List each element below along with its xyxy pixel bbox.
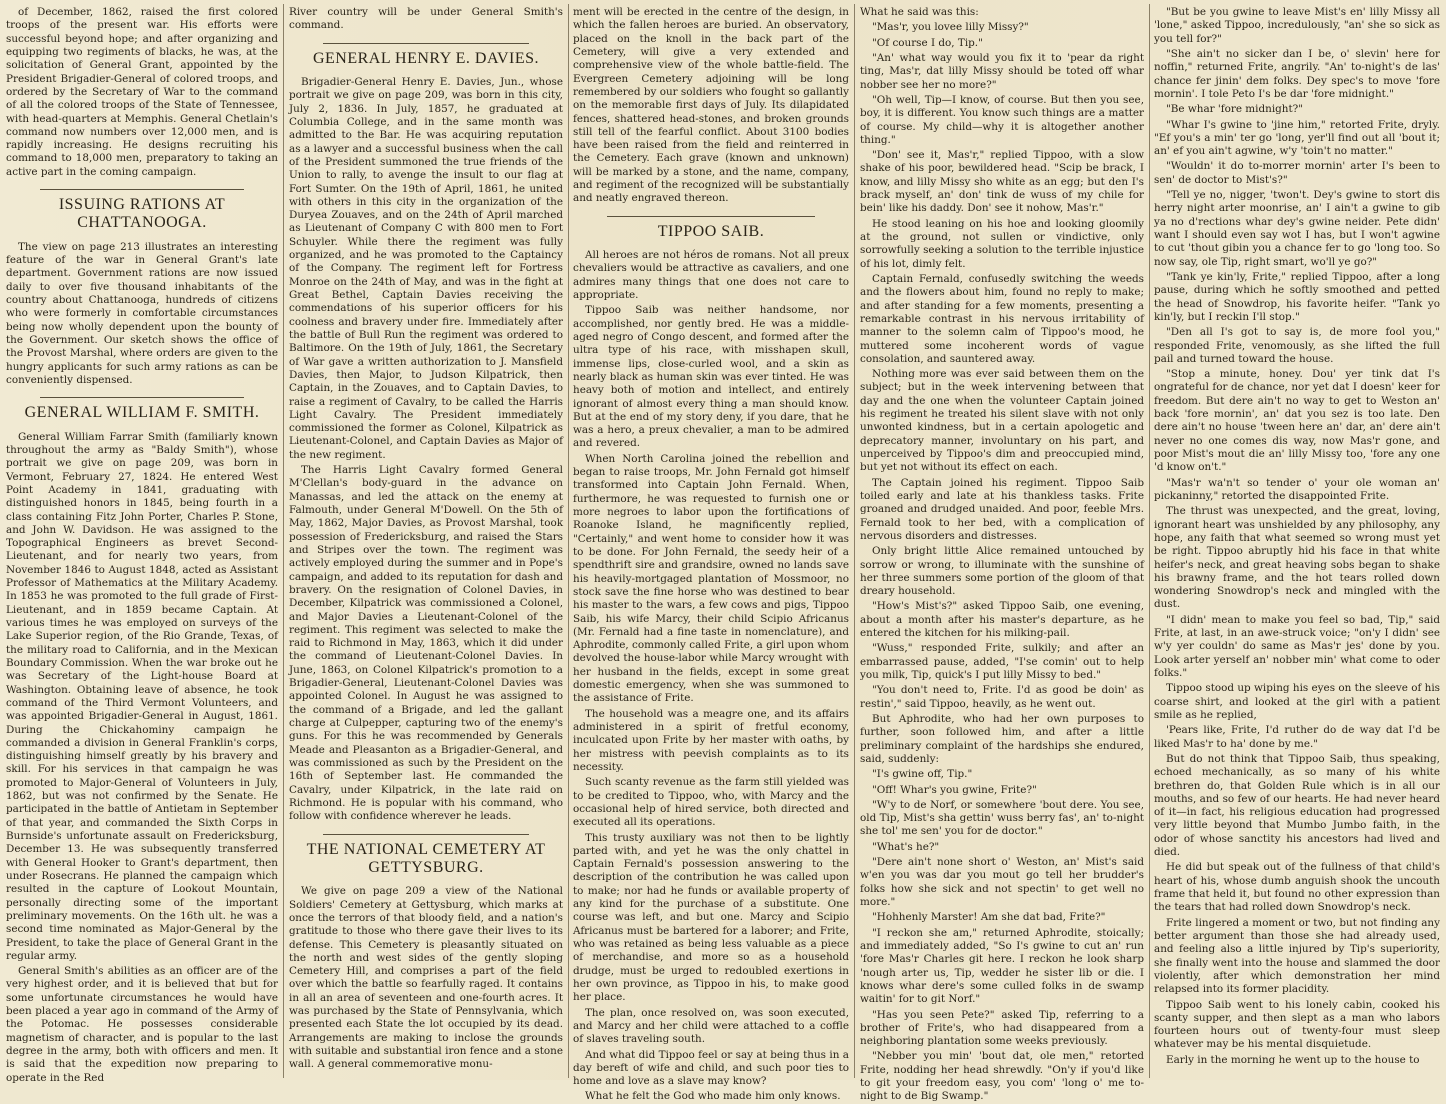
paragraph: Only bright little Alice remained untouched by sorrow or wrong, to illuminate with the sunshine of her three summers some portion of the gloom of that dreary household.	[860, 545, 1144, 598]
paragraph: What he said was this:	[860, 6, 979, 18]
paragraph: This trusty auxiliary was not then to be lightly parted with, and yet he was the only chattel in Captain Fernald's possession answering to the description of the contribution he was called upon to make; nor had he funds or available property of any kind for the purchase of a substitute. One course was left, and but one. Marcy and Scipio Africanus must be bartered for a laborer; and Frite, who was retained as being less valuable as a piece of merchandise, and more so as a household drudge, must be urged to redoubled exertions in her own province, as Tippoo in his, to make good her place.	[573, 831, 849, 1004]
column-rule	[854, 4, 855, 1078]
paragraph: "What's he?"	[872, 840, 940, 853]
section-divider	[607, 216, 815, 217]
paragraph: And what did Tippoo feel or say at being thus in a day bereft of wife and child, and such poor ties to home and love as a slave may know?	[573, 1048, 849, 1088]
section-divider	[40, 189, 244, 190]
section-divider	[323, 43, 529, 44]
paragraph: General William Farrar Smith (familiarly known throughout the army as "Baldy Smith"), whose portrait we give on page 209, was born in Vermont, February 27, 1824. He entered West Point Academy in 1841, graduating with distinguished honors in 1845, being fourth in a class containing Fitz John Porter, Charles P. Stone, and John W. Davidson. He was assigned to the Topographical Engineers as brevet Second-Lieutenant, and for nearly two years, from November 1846 to August 1848, acted as Assistant Professor of Mathematics at the Military Academy. In 1853 he was promoted to the full grade of First-Lieutenant, and in 1859 became Captain. At various times he was employed on surveys of the Lake Superior region, of the Rio Grande, Texas, of the military road to California, and in the Mexican Boundary Commission. When the war broke out he was Secretary of the Light-house Board at Washington. Obtaining leave of absence, he took command of the Third Vermont Volunteers, and was appointed Brigadier-General in August, 1861. During the Chickahominy campaign he commanded a division in General Franklin's corps, distinguishing himself greatly by his bravery and skill. For his services in that campaign he was promoted to Major-General of Volunteers in July, 1862, but was not confirmed by the Senate. He participated in the battle of Antietam in September of that year, and commanded the Sixth Corps in Burnside's unfortunate assault on Fredericksburg, December 13. He was subsequently transferred with General Hooker to Grant's department, then under Rosecrans. He planned the campaign which resulted in the capture of Lookout Mountain, personally directing some of the important preliminary movements. On the 16th ult. he was a second time nominated as Major-General by the President, to take the place of General Grant in the regular army.	[6, 430, 278, 962]
column-1	[6, 6, 278, 1084]
column-5	[1154, 6, 1440, 1076]
paragraph: What he felt the God who made him only knows.	[585, 1090, 841, 1103]
paragraph: The household was a meagre one, and its affairs administered in a spirit of fretful economy, inculcated upon Frite by her master with oaths, by her mistress with peevish complaints as to its necessity.	[573, 707, 849, 773]
paragraph: "How's Mist's?" asked Tippoo Saib, one evening, about a month after his master's departure, as he entered the kitchen for his milking-pail.	[860, 600, 1144, 640]
paragraph: "I's gwine off, Tip."	[872, 768, 973, 781]
paragraph: "Tank ye kin'ly, Frite," replied Tippoo, after a long pause, during which he softly smoothed and petted the head of Snowdrop, his favorite heifer. "Tank yo kin'ly, but I reckin I'll stop."	[1154, 270, 1440, 323]
article-headline: ISSUING RATIONS AT CHATTANOOGA.	[58, 196, 226, 232]
paragraph: "She ain't no sicker dan I be, o' slevin' here for noffin," returned Frite, angrily. "An' to-night's de las' chance fer jinin' dem folks. Dey spec's to move 'fore mornin'. I tole Peto I's be dar 'fore midnight."	[1154, 47, 1440, 100]
paragraph: "Mas'r wa'n't so tender o' your ole woman an' pickaninny," retorted the disappointed Frite.	[1154, 476, 1440, 502]
column-3	[573, 6, 849, 1103]
paragraph: "Oh well, Tip—I know, of course. But then you see, boy, it is different. You know such things are a matter of course. My child—why it is altogether another thing."	[860, 93, 1144, 146]
column-rule	[283, 4, 284, 1078]
paragraph: Tippoo Saib was neither handsome, nor accomplished, nor gently bred. He was a middle-aged negro of Congo descent, and formed after the ultra type of his race, with misshapen skull, immense lips, close-curled wool, and a skin as nearly black as human skin was ever tinted. He was heavy both of motion and intellect, and entirely ignorant of almost every thing a man should know. But at the end of my story deny, if you dare, that he was a hero, a preux chevalier, a man to be admired and revered.	[573, 304, 849, 450]
paragraph: Early in the morning he went up to the house to	[1166, 1053, 1420, 1066]
paragraph: 'Pears like, Frite, I'd ruther do de way dat I'd be liked Mas'r to ha' done by me."	[1154, 724, 1440, 750]
paragraph: The Harris Light Cavalry formed General M'Clellan's body-guard in the advance on Manassas, and led the attack on the enemy at Falmouth, under General M'Dowell. On the 5th of May, 1862, Major Davies, as Provost Marshal, took possession of Fredericksburg, and raised the Stars and Stripes over the town. The regiment was actively employed during the summer and in Pope's campaign, and added to its reputation for dash and bravery. On the resignation of Colonel Davies, in December, Kilpatrick was commissioned a Colonel, and Major Davies a Lieutenant-Colonel of the regiment. This regiment was selected to make the raid to Richmond in May, 1863, which it did under the command of Lieutenant-Colonel Davies. In June, 1863, on Colonel Kilpatrick's promotion to a Brigadier-General, Lieutenant-Colonel Davies was appointed Colonel. In August he was assigned to the command of a Brigade, and led the gallant charge at Culpepper, capturing two of the enemy's guns. For this he was recommended by Generals Meade and Pleasanton as a Brigadier-General, and was commissioned as such by the President on the 16th of September last. He commanded the Cavalry, under Kilpatrick, in the late raid on Richmond. He is popular with his command, who follow with confidence wherever he leads.	[289, 464, 563, 823]
paragraph: The plan, once resolved on, was soon executed, and Marcy and her child were attached to a coffle of slaves traveling south.	[573, 1006, 849, 1046]
paragraph: "I didn' mean to make you feel so bad, Tip," said Frite, at last, in an awe-struck voice; "on'y I didn' see w'y yer couldn' do same as Mas'r jes' done by you. Look arter yerself an' nobber min' what come to oder folks."	[1154, 613, 1440, 679]
paragraph: He stood leaning on his hoe and looking gloomily at the ground, not sullen or vindictive, only sorrowfully seeking a solution to the terrible injustice of his lot, dimly felt.	[860, 217, 1144, 270]
paragraph: Nothing more was ever said between them on the subject; but in the week intervening between that day and the one when the volunteer Captain joined his regiment he treated his silent slave with not only unwonted kindness, but in a certain apologetic and deprecatory manner, involuntary on his part, and unperceived by Tippoo's dim and preoccupied mind, but yet not without its effect on each.	[860, 368, 1144, 474]
paragraph: of December, 1862, raised the first colored troops of the present war. His efforts were successful beyond hope; and after organizing and equipping two regiments of blacks, he was, at the solicitation of General Grant, appointed by the President Brigadier-General of colored troops, and ordered by the Secretary of War to the command of all the colored troops of the State of Tennessee, with head-quarters at Memphis. General Chetlain's command now numbers over 12,000 men, and is rapidly increasing. He designs recruiting his command to 18,000 men, preparatory to taking an active part in the coming campaign.	[6, 6, 278, 178]
paragraph: "I reckon she am," returned Aphrodite, stoically; and immediately added, "So I's gwine to cut an' run 'fore Mas'r Charles git here. I reckon he look sharp 'nough arter us, Tip, wedder he sister lib or die. I knows whar dere's some culled folks in de swamp waitin' for to git Norf."	[860, 926, 1144, 1006]
column-rule	[1149, 4, 1150, 1078]
paragraph: General Smith's abilities as an officer are of the very highest order, and it is believed that but for some unfortunate circumstances he would have been placed a year ago in command of the Army of the Potomac. He possesses considerable magnetism of character, and is popular to the last degree in the army, both with officers and men. It is said that the expedition now preparing to operate in the Red	[6, 965, 278, 1084]
paragraph: ment will be erected in the centre of the design, in which the fallen heroes are buried. An observatory, placed on the knoll in the back part of the Cemetery, will give a very extended and comprehensive view of the whole battle-field. The Evergreen Cemetery adjoining will be long remembered by our soldiers who fought so gallantly on the memorable first days of July. Its dilapidated fences, shattered head-stones, and broken grounds still tell of the fearful conflict. About 3100 bodies have been raised from the field and reinterred in the Cemetery. Each grave (known and unknown) will be marked by a stone, and the name, company, and regiment of the recognized will be substantially and neatly engraved thereon.	[573, 6, 849, 205]
paragraph: "Wouldn' it do to-morrer mornin' arter I's been to sen' de doctor to Mist's?"	[1154, 160, 1440, 186]
paragraph: Tippoo Saib went to his lonely cabin, cooked his scanty supper, and then slept as a man who labors fourteen hours out of twenty-four must sleep whatever may be his mental disquietude.	[1154, 998, 1440, 1051]
paragraph: "Stop a minute, honey. Dou' yer tink dat I's ongrateful for de chance, nor yet dat I doesn' keer for freedom. But dere ain't no way to get to Weston an' back 'fore mornin', an' dat you sez is too late. Den dere ain't no house 'tween here an' dar, an' dere ain't never no one comes dis way, now Mas'r gone, and poor Mist's mout die an' lilly Missy too, 'fore any one 'd know on't."	[1154, 368, 1440, 474]
paragraph: "Be whar 'fore midnight?"	[1166, 103, 1304, 116]
paragraph: "Dere ain't none short o' Weston, an' Mist's said w'en you was dar you mout go tell her brudder's folks how she sick and not spectin' to get well no more."	[860, 856, 1144, 908]
paragraph: When North Carolina joined the rebellion and began to raise troops, Mr. John Fernald got himself transformed into Captain John Fernald. When, furthermore, he was requested to furnish one or more negroes to labor upon the fortifications of Roanoke Island, he magnificently replied, "Certainly," and went home to consider how it was to be done. For John Fernald, the seedy heir of a spendthrift sire and grandsire, owned no lands save his heavily-mortgaged plantation of Mossmoor, no stock save the fine horse who was destined to bear his master to the wars, a few cows and pigs, Tippoo Saib, his wife Marcy, their child Scipio Africanus (Mr. Fernald had a fine taste in nomenclature), and Aphrodite, commonly called Frite, a girl upon whom devolved the house-labor while Marcy wrought with her husband in the fields, except in some great domestic emergency, when she was summoned to the assistance of Frite.	[573, 452, 849, 705]
article-headline: GENERAL HENRY E. DAVIES.	[312, 49, 540, 67]
paragraph: The view on page 213 illustrates an interesting feature of the war in General Grant's late department. Government rations are now issued daily to over five thousand inhabitants of the country about Chattanooga, hundreds of citizens who were formerly in comfortable circumstances being now wholly dependent upon the bounty of the Government. Our sketch shows the office of the Provost Marshal, where orders are given to the hungry applicants for such army rations as can be conveniently dispensed.	[6, 240, 278, 386]
paragraph: "Nebber you min' 'bout dat, ole men," retorted Frite, nodding her head shrewdly. "On'y if you'd like to git your freedom easy, you com' 'long o' me to-night to de Big Swamp."	[860, 1050, 1144, 1103]
paragraph: But Aphrodite, who had her own purposes to further, soon followed him, and after a little preliminary complaint of the hardships she endured, said, suddenly:	[860, 712, 1144, 765]
paragraph: "Has you seen Pete?" asked Tip, referring to a brother of Frite's, who had disappeared from a neighboring plantation some weeks previously.	[860, 1008, 1144, 1048]
paragraph: "Hohhenly Marster! Am she dat bad, Frite?"	[872, 911, 1106, 924]
paragraph: "Off! Whar's you gwine, Frite?"	[872, 783, 1037, 796]
paragraph: "Of course I do, Tip."	[872, 36, 983, 49]
paragraph: "Whar I's gwine to 'jine him," retorted Frite, dryly. "Ef you's a min' ter go 'long, yer'll find out all 'bout it; an' ef you ain't agwine, w'y 'toin't no matter."	[1154, 118, 1440, 158]
article-headline: GENERAL WILLIAM F. SMITH.	[24, 404, 260, 422]
paragraph: He did but speak out of the fullness of that child's heart of his, whose dumb anguish shook the uncouth frame that held it, but found no other expression than the tears that had rolled down Snowdrop's neck.	[1154, 861, 1440, 914]
paragraph: All heroes are not héros de romans. Not all preux chevaliers would be attractive as cavaliers, and one admires many things that one does not care to appropriate.	[573, 249, 849, 302]
article-headline: THE NATIONAL CEMETERY AT GETTYSBURG.	[306, 840, 546, 876]
paragraph: But do not think that Tippoo Saib, thus speaking, echoed mechanically, as so many of his white brethren do, that Golden Rule which is in all our mouths, and so few of our hearts. He had never heard of it—in fact, his religious education had progressed very little beyond that Mumbo Jumbo faith, in the odor of whose sanctity his ancestors had lived and died.	[1154, 752, 1440, 859]
paragraph: "Don' see it, Mas'r," replied Tippoo, with a slow shake of his poor, bewildered head. "Scip be brack, I know, and lilly Missy sho white as an egg; but den I's brack myself, an' don' tink de wuss of my chile for bein' like his daddy. Don' see it nohow, Mas'r."	[860, 149, 1144, 215]
paragraph: "An' what way would you fix it to 'pear da right ting, Mas'r, dat lilly Missy should be toted off whar nobber see her no more?"	[860, 51, 1144, 91]
paragraph: "But be you gwine to leave Mist's en' lilly Missy all 'lone," asked Tippoo, incredulously, "an' she so sick as you tell for?"	[1154, 6, 1440, 45]
section-divider	[40, 397, 244, 398]
column-4	[860, 6, 1144, 1103]
article-headline: TIPPOO SAIB.	[657, 222, 765, 240]
column-rule	[568, 4, 569, 1078]
paragraph: "Mas'r, you lovee lilly Missy?"	[872, 21, 1029, 34]
paragraph: The Captain joined his regiment. Tippoo Saib toiled early and late at his thankless tasks. Frite groaned and drudged unaided. And poor, feeble Mrs. Fernald took to her bed, with a complication of nervous disorders and distresses.	[860, 476, 1144, 542]
paragraph: Such scanty revenue as the farm still yielded was to be credited to Tippoo, who, with Marcy and the occasional help of hired service, both directed and executed all its operations.	[573, 776, 849, 829]
paragraph: The thrust was unexpected, and the great, loving, ignorant heart was unshielded by any philosophy, any hope, any faith that what seemed so wrong must yet be right. Tippoo abruptly hid his face in that white heifer's neck, and great heaving sobs began to shake his brawny frame, and the hot tears rolled down wondering Snowdrop's neck and mingled with the dust.	[1154, 505, 1440, 611]
paragraph: "Den all I's got to say is, de more fool you," responded Frite, venomously, as she lifted the full pail and turned toward the house.	[1154, 326, 1440, 365]
column-2	[289, 6, 563, 1076]
paragraph: Brigadier-General Henry E. Davies, Jun., whose portrait we give on page 209, was born in this city, July 2, 1836. In July, 1857, he graduated at Columbia College, and in the same month was admitted to the Bar. He was acquiring reputation as a lawyer and a successful business when the call of the President summoned the true friends of the Union to rally, to avenge the insult to our flag at Fort Sumter. On the 19th of April, 1861, he united with others in this city in the organization of the Duryea Zouaves, and on the 24th of April marched as Lieutenant of Company C with 800 men to Fort Schuyler. While there the regiment was fully organized, and he was promoted to the Captaincy of the Company. The regiment left for Fortress Monroe on the 24th of May, and was in the fight at Great Bethel, Captain Davies receiving the commendations of his superior officers for his coolness and bravery under fire. Immediately after the battle of Bull Run the regiment was ordered to Baltimore. On the 19th of July, 1861, the Secretary of War gave a written authorization to J. Mansfield Davies, then Major, to Judson Kilpatrick, then Captain, in the Zouaves, and to Captain Davies, to raise a regiment of Cavalry, to be called the Harris Light Cavalry. The President immediately commissioned the former as Colonel, Kilpatrick as Lieutenant-Colonel, and Captain Davies as Major of the new regiment.	[289, 76, 563, 461]
paragraph: Captain Fernald, confusedly switching the weeds and the flowers about him, found no reply to make; and after standing for a few moments, presenting a remarkable contrast in his nervous irritability of manner to the solemn calm of Tippoo's mood, he muttered some incoherent words of vague consolation, and sauntered away.	[860, 272, 1144, 365]
paragraph: "W'y to de Norf, or somewhere 'bout dere. You see, old Tip, Mist's sha gettin' wuss berry fas', an' to-night she tol' me sen' you for de doctor."	[860, 798, 1144, 838]
section-divider	[323, 834, 529, 835]
paragraph: "Tell ye no, nigger, 'twon't. Dey's gwine to stort dis herry night arter moonrise, an' I ain't a gwine to gib ya no d'rections whar dey's gwine neider. Pete didn' want I should even say wot I has, but I won't agwine to cut 'thout gibin you a chance fer to go 'long too. So now say, ole Tip, right smart, wo'll ye go?"	[1154, 189, 1440, 268]
paragraph: Tippoo stood up wiping his eyes on the sleeve of his coarse shirt, and looked at the girl with a patient smile as he replied,	[1154, 682, 1440, 721]
paragraph: River country will be under General Smith's command.	[289, 6, 563, 32]
paragraph: "You don't need to, Frite. I'd as good be doin' as restin'," said Tippoo, heavily, as he went out.	[860, 684, 1144, 710]
paragraph: "Wuss," responded Frite, sulkily; and after an embarrassed pause, added, "I'se comin' out to help you milk, Tip, quick's I put lilly Missy to bed."	[860, 642, 1144, 681]
paragraph: We give on page 209 a view of the National Soldiers' Cemetery at Gettysburg, which marks at once the terrors of that bloody field, and a nation's gratitude to those who there gave their lives to its defense. This Cemetery is pleasantly situated on the north and west sides of the gently sloping Cemetery Hill, and comprises a part of the field over which the battle so fearfully raged. It contains in all an area of seventeen and one-fourth acres. It was purchased by the State of Pennsylvania, which presented each State the lot occupied by its dead. Arrangements are making to inclose the grounds with suitable and substantial iron fence and a stone wall. A general commemorative monu-	[289, 885, 563, 1071]
paragraph: Frite lingered a moment or two, but not finding any better argument than those she had already used, and feeling also a little injured by Tip's superiority, she finally went into the house and slammed the door violently, after which demonstration her mind relapsed into its former placidity.	[1154, 916, 1440, 996]
